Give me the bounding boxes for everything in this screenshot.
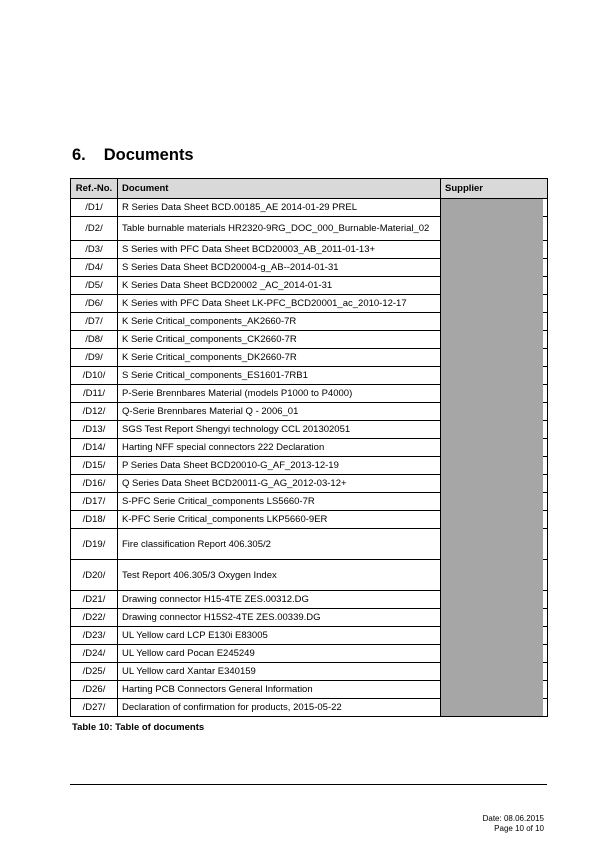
ref-cell: /D15/ [71, 457, 118, 475]
document-cell: P Series Data Sheet BCD20010-G_AF_2013-12-19 [118, 457, 441, 475]
ref-cell: /D17/ [71, 493, 118, 511]
ref-cell: /D2/ [71, 217, 118, 241]
ref-cell: /D25/ [71, 663, 118, 681]
ref-cell: /D1/ [71, 199, 118, 217]
document-cell: K Serie Critical_components_AK2660-7R [118, 313, 441, 331]
document-cell: K Serie Critical_components_DK2660-7R [118, 349, 441, 367]
document-cell: Drawing connector H15S2-4TE ZES.00339.DG [118, 609, 441, 627]
header-supplier: Supplier [441, 179, 548, 199]
ref-cell: /D16/ [71, 475, 118, 493]
document-cell: P-Serie Brennbares Material (models P1000 to P4000) [118, 385, 441, 403]
document-cell: Harting PCB Connectors General Information [118, 681, 441, 699]
section-heading [72, 146, 194, 165]
document-cell: Fire classification Report 406.305/2 [118, 529, 441, 560]
ref-cell: /D18/ [71, 511, 118, 529]
ref-cell: /D13/ [71, 421, 118, 439]
ref-cell: /D3/ [71, 241, 118, 259]
ref-cell: /D22/ [71, 609, 118, 627]
document-cell: K Serie Critical_components_CK2660-7R [118, 331, 441, 349]
document-cell: Harting NFF special connectors 222 Declaration [118, 439, 441, 457]
ref-cell: /D23/ [71, 627, 118, 645]
ref-cell: /D20/ [71, 560, 118, 591]
section-title: Documents [103, 146, 194, 164]
document-cell: K-PFC Serie Critical_components LKP5660-9ER [118, 511, 441, 529]
document-cell: Q-Serie Brennbares Material Q - 2006_01 [118, 403, 441, 421]
ref-cell: /D5/ [71, 277, 118, 295]
ref-cell: /D7/ [71, 313, 118, 331]
ref-cell: /D11/ [71, 385, 118, 403]
document-cell: SGS Test Report Shengyi technology CCL 201302051 [118, 421, 441, 439]
table-header-row [71, 179, 548, 199]
footer-divider [70, 784, 547, 785]
document-cell: Declaration of confirmation for products, 2015-05-22 [118, 699, 441, 717]
supplier-redaction-block [441, 199, 543, 716]
ref-cell: /D10/ [71, 367, 118, 385]
document-cell: S Series with PFC Data Sheet BCD20003_AB_2011-01-13+ [118, 241, 441, 259]
document-cell: S Serie Critical_components_ES1601-7RB1 [118, 367, 441, 385]
document-cell: Table burnable materials HR2320-9RG_DOC_000_Burnable-Material_02 [118, 217, 441, 241]
header-ref: Ref.-No. [71, 179, 118, 199]
document-cell: S Series Data Sheet BCD20004-g_AB--2014-01-31 [118, 259, 441, 277]
document-cell: R Series Data Sheet BCD.00185_AE 2014-01-29 PREL [118, 199, 441, 217]
section-number: 6. [72, 146, 86, 164]
document-cell: Drawing connector H15-4TE ZES.00312.DG [118, 591, 441, 609]
document-cell: S-PFC Serie Critical_components LS5660-7R [118, 493, 441, 511]
document-cell: K Series with PFC Data Sheet LK-PFC_BCD20001_ac_2010-12-17 [118, 295, 441, 313]
page-footer [483, 814, 544, 834]
ref-cell: /D27/ [71, 699, 118, 717]
table-caption: Table 10: Table of documents [72, 722, 205, 733]
ref-cell: /D14/ [71, 439, 118, 457]
document-cell: Test Report 406.305/3 Oxygen Index [118, 560, 441, 591]
document-cell: UL Yellow card Xantar E340159 [118, 663, 441, 681]
header-document: Document [118, 179, 441, 199]
document-cell: K Series Data Sheet BCD20002 _AC_2014-01-31 [118, 277, 441, 295]
ref-cell: /D8/ [71, 331, 118, 349]
ref-cell: /D9/ [71, 349, 118, 367]
footer-date: Date: 08.06.2015 [482, 814, 544, 823]
ref-cell: /D24/ [71, 645, 118, 663]
document-cell: Q Series Data Sheet BCD20011-G_AG_2012-03-12+ [118, 475, 441, 493]
document-cell: UL Yellow card LCP E130i E83005 [118, 627, 441, 645]
ref-cell: /D26/ [71, 681, 118, 699]
ref-cell: /D6/ [71, 295, 118, 313]
footer-page-number: Page 10 of 10 [494, 824, 544, 833]
ref-cell: /D19/ [71, 529, 118, 560]
document-cell: UL Yellow card Pocan E245249 [118, 645, 441, 663]
ref-cell: /D21/ [71, 591, 118, 609]
ref-cell: /D4/ [71, 259, 118, 277]
ref-cell: /D12/ [71, 403, 118, 421]
